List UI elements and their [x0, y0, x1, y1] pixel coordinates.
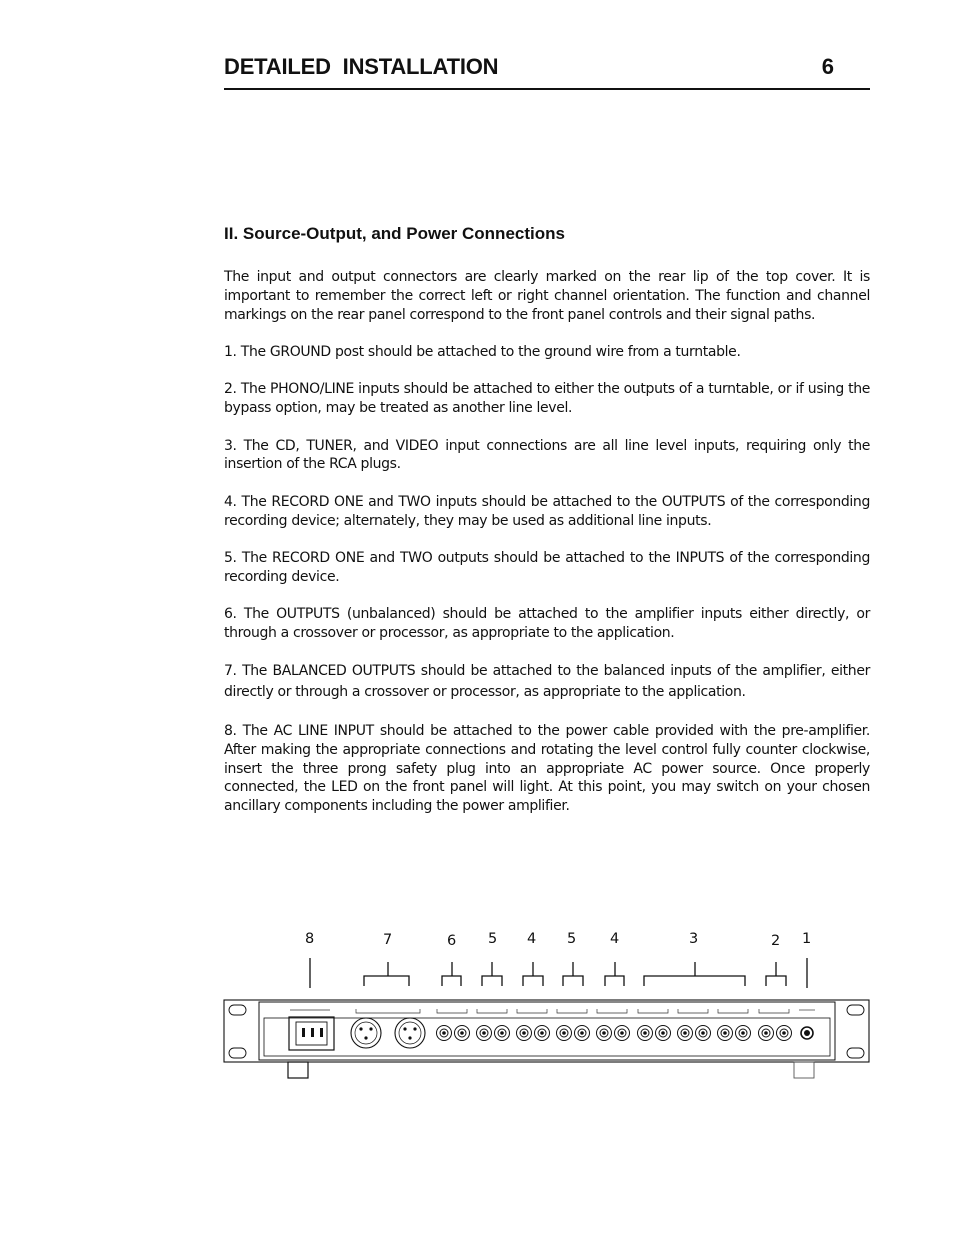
rack-slot-tl	[229, 1005, 246, 1015]
step-5-record-outputs: 5. The RECORD ONE and TWO outputs should be attached to the INPUTS of the corresponding recording device.	[224, 549, 870, 585]
bracket-3	[644, 976, 745, 986]
step-1-ground: 1. The GROUND post should be attached to the ground wire from a turntable.	[224, 343, 741, 360]
callout-1: 1	[802, 931, 812, 947]
bracket-4a	[523, 976, 543, 986]
rear-lip-markings	[290, 1009, 815, 1013]
rack-slot-tr	[847, 1005, 864, 1015]
callout-7: 7	[383, 932, 393, 948]
bracket-2	[766, 976, 786, 986]
callout-4b: 4	[610, 931, 620, 947]
callout-2: 2	[771, 933, 781, 949]
rack-slot-bl	[229, 1048, 246, 1058]
step-7-balanced-outputs: 7. The BALANCED OUTPUTS should be attached to the balanced inputs of the amplifier, either directly or through a crossover or processor, as appropriate to the application.	[224, 663, 870, 701]
bracket-7	[364, 976, 409, 986]
bracket-4b	[605, 976, 624, 986]
ground-post-icon	[801, 1027, 813, 1039]
callout-3: 3	[689, 931, 699, 947]
bracket-5b	[563, 976, 583, 986]
step-4-record-inputs: 4. The RECORD ONE and TWO inputs should be attached to the OUTPUTS of the corresponding recording device; alternately, they may be used as additional line inputs.	[224, 493, 870, 529]
callout-8: 8	[305, 931, 315, 947]
page-number: 6	[821, 54, 834, 79]
callout-6: 6	[447, 933, 457, 949]
step-2-phono-line: 2. The PHONO/LINE inputs should be attached to either the outputs of a turntable, or if using the bypass option, may be treated as another line level.	[224, 381, 870, 417]
step-6-outputs: 6. The OUTPUTS (unbalanced) should be attached to the amplifier inputs either directly, or through a crossover or processor, as appropriate to the application.	[224, 606, 870, 641]
step-8-ac-line-input: 8. The AC LINE INPUT should be attached to the power cable provided with the pre-amplifier. After making the appropriate connections and rotating the level control fully counter clockwise, insert the three prong safety plug into an appropriate AC power source. Once properly connected, the LED on the front panel will light. At this point, you may switch on your chosen ancillary components including the power amplifier.	[224, 722, 870, 815]
intro-paragraph: The input and output connectors are clearly marked on the rear lip of the top cover. It is important to remember the correct left or right channel orientation. The function and channel markings on the rear panel correspond to the front panel controls and their signal paths.	[224, 269, 870, 323]
callout-4a: 4	[527, 931, 537, 947]
foot-right	[794, 1062, 814, 1078]
page-title: DETAILED INSTALLATION	[224, 54, 499, 79]
callout-5a: 5	[488, 931, 498, 947]
rca-jacks	[437, 1026, 792, 1041]
connector-plate	[264, 1018, 830, 1056]
xlr-right-icon	[395, 1018, 425, 1048]
xlr-left-icon	[351, 1018, 381, 1048]
callout-5b: 5	[567, 931, 577, 947]
bracket-6	[442, 976, 461, 986]
rack-slot-br	[847, 1048, 864, 1058]
bracket-5a	[482, 976, 502, 986]
foot-left	[288, 1062, 308, 1078]
step-3-line-inputs: 3. The CD, TUNER, and VIDEO input connections are all line level inputs, requiring only the insertion of the RCA plugs.	[224, 437, 870, 473]
section-title: II. Source-Output, and Power Connections	[224, 224, 565, 243]
